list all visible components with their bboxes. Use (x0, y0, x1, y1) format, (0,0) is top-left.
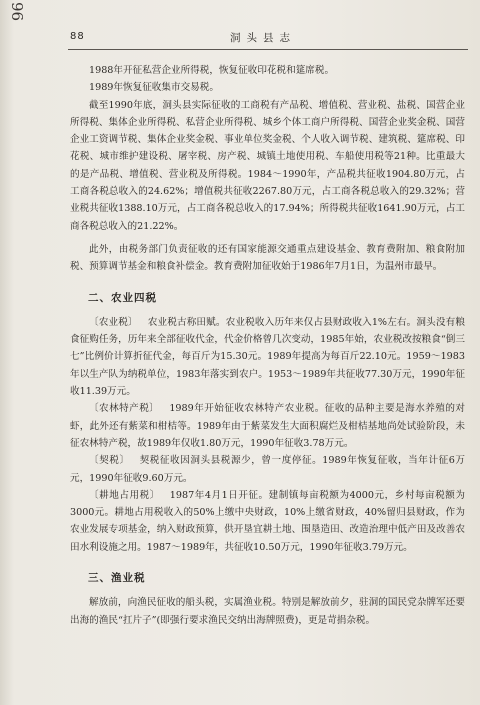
item-tag: 〔农林特产税〕 (89, 403, 160, 415)
page-header (70, 30, 460, 48)
tax-item-agriculture (70, 314, 465, 400)
paragraph: 截至1990年底，洞头县实际征收的工商税有产品税、增值税、营业税、盐税、国营企业所得税、集体企业所得税、私营企业所得税、城乡个体工商户所得税、国营企业奖金税、国营企业工资调节税、集体企业奖金税、事业单位奖金税、个人收入调节税、建筑税、筵席税、印花税、城市维护建设税、屠宰税、房产税、城镇土地使用税、车船使用税等21种。比重最大的是产品税、增值税、营业税及所得税。1984～1990年，产品税共征收1904.80万元，占工商各税总收入的24.62%；增值税共征收2267.80万元，占工商各税总收入的29.32%；营业税共征收1388.10万元，占工商各税总收入的17.94%；所得税共征收1641.90万元，占工商各税总收入的21.22%。 (70, 99, 465, 232)
item-text: 农业税古称田赋。农业税收入历年来仅占县财政收入1%左右。洞头没有粮食征购任务，历年来全部征收代金，代金价格曾几次变动，1985年始，农业税改按粮食“倒三七”比例价计算折征代金，每百斤为15.30元。1989年提高为每百斤22.10元。1959～1983年以生产队为纳税单位，1983年落实到农户。1953～1989年共征收77.30万元，1990年征收11.39万元。 (70, 316, 465, 398)
item-tag: 〔耕地占用税〕 (89, 489, 160, 501)
item-text: 1989年开始征收农林特产农业税。征收的品种主要是海水养殖的对虾，此外还有紫菜和柑桔等。1989年由于紫菜发生大面积腐烂及柑桔基地尚处试验阶段，未征农林特产税，故1989年仅收1.80万元，1990年征收3.78万元。 (70, 403, 465, 449)
item-tag: 〔农业税〕 (89, 316, 138, 328)
paragraph: 1988年开征私营企业所得税，恢复征收印花税和筵席税。 (89, 65, 335, 76)
running-title: 洞头县志 (230, 32, 296, 44)
page-number: 88 (70, 31, 85, 42)
tax-item-special-products (70, 400, 465, 452)
item-text: 契税征收因洞头县税源少，曾一度停征。1989年恢复征收，当年计征6万元，1990年征收9.60万元。 (70, 455, 466, 484)
page-body (70, 62, 465, 629)
paragraph: 此外，由税务部门负责征收的还有国家能源交通重点建设基金、教育费附加、粮食附加税、预算调节基金和粮食补偿金。教育费附加征收始于1986年7月1日，为温州市最早。 (70, 243, 465, 273)
item-tag: 〔契税〕 (89, 455, 130, 467)
header-rule (68, 49, 468, 50)
corner-page-mark: 96 (8, 2, 26, 22)
paragraph: 解放前，向渔民征收的船头税，实属渔业税。特别是解放前夕，驻洞的国民党杂牌军还要出海的渔民“扛片子”(即强行要求渔民交纳出海牌照费)，更是苛捐杂税。 (70, 597, 465, 626)
section-heading: 二、农业四税 (88, 291, 157, 304)
item-text: 1987年4月1日开征。建制镇每亩税额为4000元，乡村每亩税额为3000元。耕地占用税收入的50%上缴中央财政，10%上缴省财政，40%留归县财政，作为农业发展专项基金，纳入财政预算，供开垦宜耕土地、围垦造田、改造治理中低产田及改善农田水利设施之用。1987～1989年，共征收10.50万元，1990年征收3.79万元。 (70, 489, 465, 553)
tax-item-land-use (70, 487, 465, 556)
paragraph: 1989年恢复征收集市交易税。 (89, 82, 219, 94)
tax-item-deed (70, 452, 465, 487)
section-heading: 三、渔业税 (88, 572, 146, 585)
